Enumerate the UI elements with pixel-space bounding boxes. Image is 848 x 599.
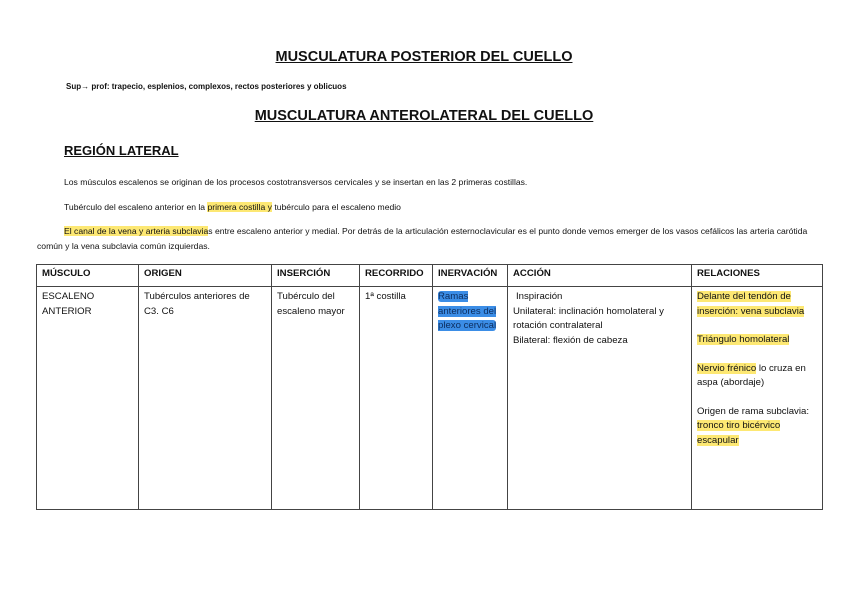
relacion-2 <box>697 333 817 348</box>
accion-line-2: Unilateral: inclinación homolateral y rotación contralateral <box>513 305 664 331</box>
relacion-2-highlight: Triángulo homolateral <box>697 334 790 345</box>
header-recorrido: RECORRIDO <box>360 265 433 287</box>
accion-line-1: Inspiración <box>516 291 563 302</box>
relacion-3-rest: lo cruza en aspa (abordaje) <box>697 362 806 388</box>
relacion-4-text: Origen de rama subclavia: <box>697 405 809 417</box>
header-relaciones: RELACIONES <box>692 265 823 287</box>
cell-accion <box>508 287 692 510</box>
header-musculo: MÚSCULO <box>37 265 139 287</box>
muscle-table <box>36 264 823 510</box>
cell-musculo: ESCALENO ANTERIOR <box>37 287 139 510</box>
header-origen: ORIGEN <box>139 265 272 287</box>
relacion-gap <box>697 348 817 362</box>
header-inervacion: INERVACIÓN <box>433 265 508 287</box>
table-row <box>37 287 823 510</box>
paragraph-tuberculo <box>64 200 401 215</box>
header-accion: ACCIÓN <box>508 265 692 287</box>
relacion-gap <box>697 391 817 405</box>
header-insercion: INSERCIÓN <box>272 265 360 287</box>
para3-highlight: El canal de la vena y arteria subclavia <box>64 226 209 236</box>
paragraph-escalenos: Los músculos escalenos se originan de los procesos costotransversos cervicales y se insertan en las 2 primeras costillas. <box>64 177 528 187</box>
relacion-4 <box>697 405 817 449</box>
sup-prof-text: Sup→ prof: trapecio, esplenios, complexos, rectos posteriores y oblicuos <box>66 82 347 91</box>
para2-text-a: Tubérculo del escaleno anterior en la <box>64 202 208 212</box>
relacion-1 <box>697 290 817 319</box>
inervacion-highlight: Ramas anteriores del plexo cervical <box>438 291 497 331</box>
relacion-1-highlight: Delante del tendón de inserción: vena subclavia <box>697 291 805 317</box>
title-anterolateral: MUSCULATURA ANTEROLATERAL DEL CUELLO <box>254 108 594 124</box>
cell-inervacion <box>433 287 508 510</box>
para2-highlight: primera costilla y <box>207 202 272 212</box>
cell-insercion: Tubérculo del escaleno mayor <box>272 287 360 510</box>
region-heading: REGIÓN LATERAL <box>64 143 179 158</box>
cell-origen: Tubérculos anteriores de C3. C6 <box>139 287 272 510</box>
relacion-4-highlight: tronco tiro bicérvico escapular <box>697 420 781 446</box>
cell-relaciones <box>692 287 823 510</box>
relacion-gap <box>697 319 817 333</box>
table-header-row <box>37 265 823 287</box>
accion-line-3: Bilateral: flexión de cabeza <box>513 334 628 346</box>
para2-text-b: tubérculo para el escaleno medio <box>271 202 401 212</box>
para3-rest: s entre escaleno anterior y medial. Por detrás de la articulación esternoclavicular es el punto donde vemos emerger de los vasos cefálicos las arteria carótida común y la vena subclavia común izquierdas. <box>37 226 808 251</box>
paragraph-canal <box>37 224 827 254</box>
relacion-3 <box>697 362 817 391</box>
relacion-3-highlight: Nervio frénico <box>697 362 757 374</box>
title-posterior: MUSCULATURA POSTERIOR DEL CUELLO <box>275 49 573 65</box>
cell-recorrido: 1ª costilla <box>360 287 433 510</box>
